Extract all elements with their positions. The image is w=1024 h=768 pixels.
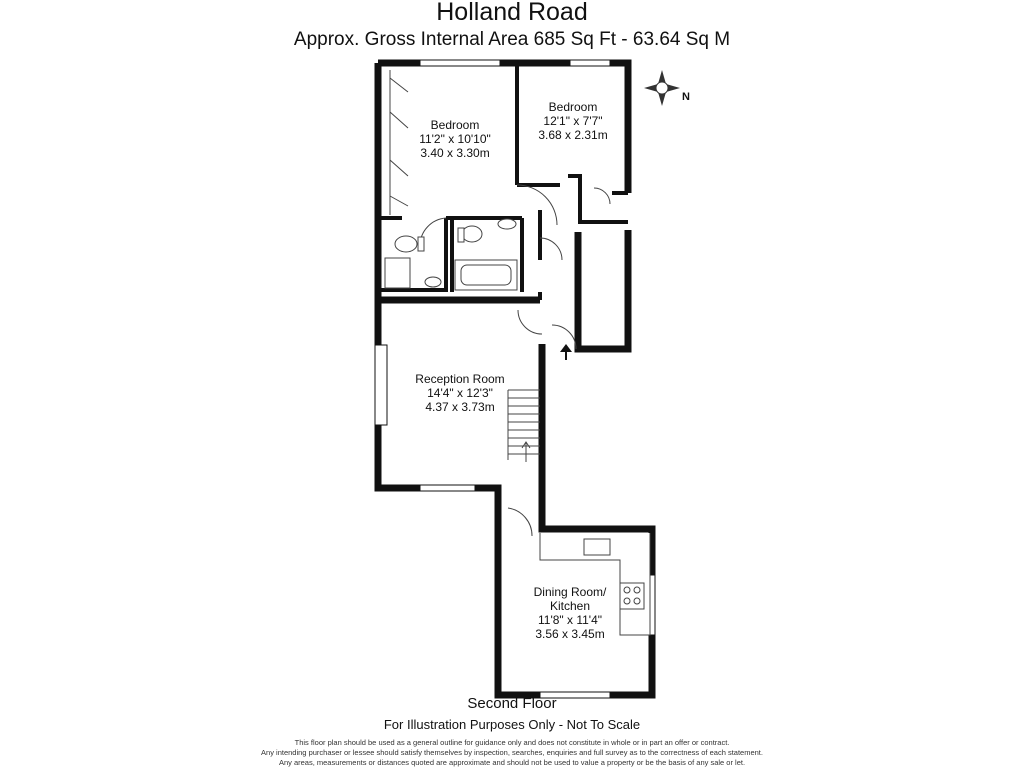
compass-icon bbox=[644, 70, 680, 106]
entrance-arrow bbox=[560, 344, 572, 360]
room-label-dining-kitchen: Dining Room/ Kitchen 11'8" x 11'4" 3.56 x 3.45m bbox=[533, 585, 607, 641]
disclaimer-line-2: Any intending purchaser or lessee should satisfy themselves by inspection, searches, enquiries and full survey as to the correctness of each statement. bbox=[261, 748, 763, 757]
compass-north-label: N bbox=[682, 91, 690, 103]
floor-label: Second Floor bbox=[467, 695, 557, 712]
room-label-bedroom-2: Bedroom 12'1" x 7'7" 3.68 x 2.31m bbox=[538, 100, 608, 142]
disclaimer-line-1: This floor plan should be used as a general outline for guidance only and does not constitute in whole or in part an offer or contract. bbox=[294, 738, 730, 747]
plan-title: Holland Road bbox=[436, 0, 588, 26]
room-label-reception: Reception Room 14'4" x 12'3" 4.37 x 3.73m bbox=[415, 372, 505, 414]
room-label-bedroom-1: Bedroom 11'2" x 10'10" 3.40 x 3.30m bbox=[419, 118, 491, 160]
disclaimer-line-3: Any areas, measurements or distances quoted are approximate and should not be used to value a property or be the basis of any sale or let. bbox=[278, 758, 746, 767]
illustration-note: For Illustration Purposes Only - Not To Scale bbox=[383, 717, 641, 732]
gross-area: Approx. Gross Internal Area 685 Sq Ft - 63.64 Sq M bbox=[293, 29, 731, 50]
